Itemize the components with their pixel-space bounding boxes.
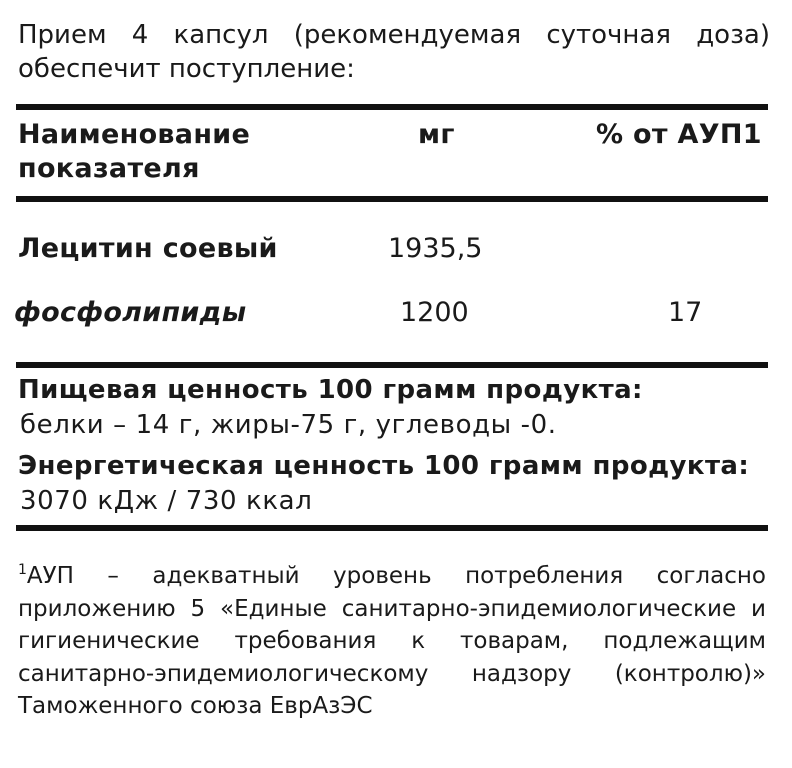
header-indicator-name: Наименование показателя — [18, 119, 251, 184]
nutrition-bottom-rule — [16, 525, 768, 531]
intro-text: Прием 4 капсул (рекомендуемая суточная доза) обеспечит поступление: — [18, 20, 770, 84]
footnote-text: АУП – адекватный уровень потребления согласно приложению 5 «Единые санитарно-эпидемиологические и гигиенические требования к товарам, подлежащим санитарно-эпидемиологическому надзору (контролю)» Таможенного союза ЕврАзЭС — [18, 563, 766, 719]
table-header-rule — [16, 196, 768, 202]
header-percent-aup: % от АУП1 — [596, 119, 762, 150]
footnote-marker: 1 — [18, 562, 27, 578]
footnote — [18, 560, 766, 723]
row-phospholipids-percent: 17 — [668, 297, 703, 328]
table-top-rule — [16, 104, 768, 110]
table-bottom-rule — [16, 362, 768, 368]
row-phospholipids-name: фосфолипиды — [14, 297, 247, 328]
row-phospholipids-mg: 1200 — [400, 297, 469, 328]
header-mg: мг — [418, 119, 455, 150]
energy-value-text: 3070 кДж / 730 ккал — [20, 486, 313, 516]
energy-value-title: Энергетическая ценность 100 грамм продукта: — [18, 451, 750, 481]
nutrition-value-text: белки – 14 г, жиры-75 г, углеводы -0. — [20, 410, 557, 440]
row-lecithin-mg: 1935,5 — [388, 233, 483, 264]
nutrition-value-title: Пищевая ценность 100 грамм продукта: — [18, 375, 643, 405]
row-lecithin-name: Лецитин соевый — [18, 233, 278, 264]
